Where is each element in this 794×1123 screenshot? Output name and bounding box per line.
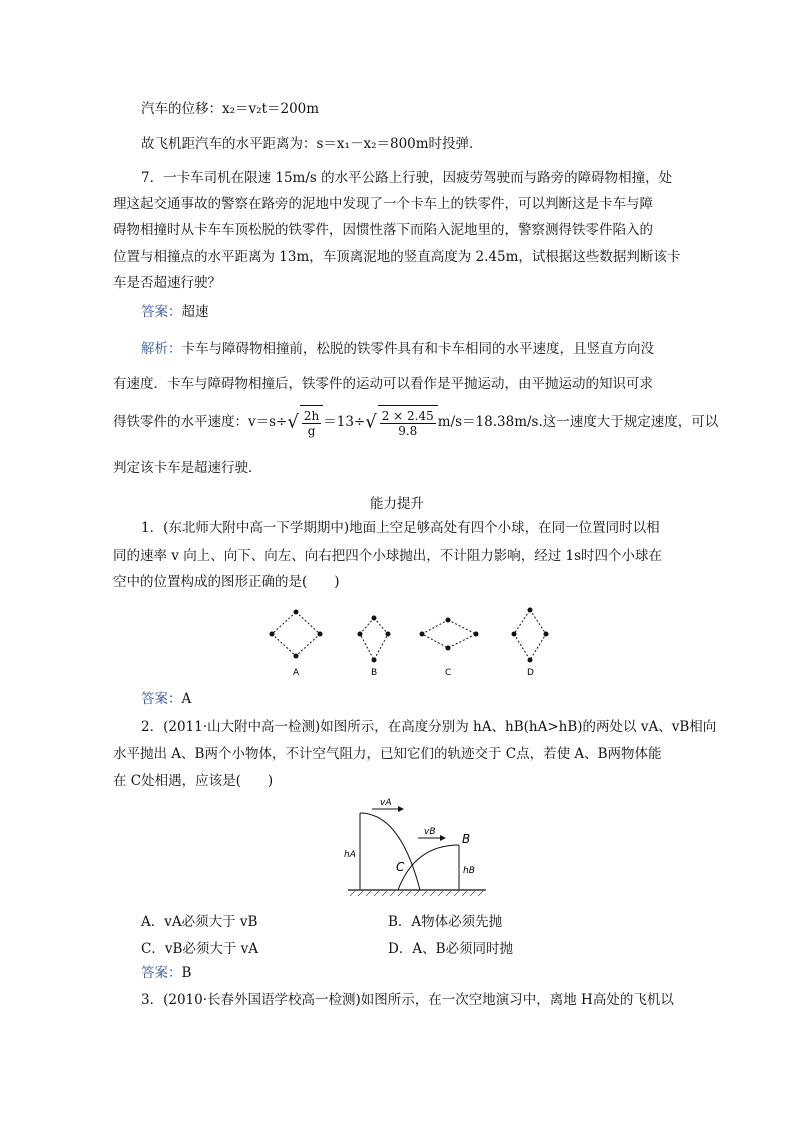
question-7-analysis-line-3: 得铁零件的水平速度：v＝s÷√ $\frac{2h}{g}$ ＝13÷√ $\frac{2 \times 2.45}{9.8}$ m/s＝18.38m/s.这一速度大于规定速度，可以: [113, 405, 718, 440]
formula-suffix: m/s＝18.38m/s.这一速度大于规定速度，可以: [437, 414, 719, 430]
option-d: D．A、B必须同时抛: [388, 941, 513, 957]
problem-2-line-3: 在 C处相遇，应该是( ): [113, 773, 274, 789]
answer-label: 答案：: [141, 691, 182, 707]
problem-2-answer: [141, 964, 191, 982]
fraction-1-denominator: g: [307, 424, 316, 438]
fraction-1-numerator: 2h: [303, 409, 320, 423]
problem-1-line-3: 空中的位置构成的图形正确的是( ): [113, 574, 340, 590]
answer-value: B: [181, 965, 192, 981]
four-balls-figure: [0, 600, 794, 680]
fraction-2-numerator: 2 × 2.45: [381, 409, 434, 423]
answer-value: A: [181, 691, 192, 707]
label-ha: hA: [344, 850, 356, 860]
answer-label: 答案：: [141, 304, 182, 320]
figure-label-c: C: [445, 668, 452, 678]
figure-option-b: [360, 618, 388, 660]
label-va: vA: [380, 798, 392, 808]
projectile-diagram: [0, 795, 794, 900]
question-7-line-3: 碍物相撞时从卡车车顶松脱的铁零件，因惯性落下而陷入泥地里的，警察测得铁零件陷入的: [113, 222, 653, 238]
prev-solution-line-1: 汽车的位移：x₂＝v₂t＝200m: [141, 101, 320, 117]
problem-1-line-2: 同的速率 v 向上、向下、向左、向右把四个小球抛出，不计阻力影响，经过 1s时四个小球在: [113, 548, 663, 564]
analysis-text: 卡车与障碍物相撞前，松脱的铁零件具有和卡车相同的水平速度，且竖直方向没: [181, 341, 654, 357]
formula-prefix: 得铁零件的水平速度：v＝s÷: [113, 414, 288, 430]
answer-value: 超速: [181, 304, 209, 320]
question-7-analysis-line-2: 有速度．卡车与障碍物相撞后，铁零件的运动可以看作是平抛运动，由平抛运动的知识可求: [113, 376, 653, 392]
figure-label-a: A: [293, 668, 300, 678]
option-a: A．vA必须大于 vB: [141, 914, 258, 930]
option-b: B．A物体必须先抛: [388, 914, 503, 930]
figure-label-b: B: [371, 668, 378, 678]
question-7-line-2: 理这起交通事故的警察在路旁的泥地中发现了一个卡车上的铁零件，可以判断这是卡车与障: [113, 196, 653, 212]
question-7-answer: [141, 303, 209, 321]
question-7-line-5: 车是否超速行驶？: [113, 275, 221, 291]
prev-solution-line-2: 故飞机距汽车的水平距离为：s＝x₁－x₂＝800m时投弹．: [141, 136, 483, 152]
figure-option-c: [422, 620, 476, 648]
problem-1-line-1: 1．(东北师大附中高一下学期期中)地面上空足够高处有四个小球，在同一位置同时以相: [141, 520, 660, 536]
figure-label-d: D: [527, 668, 534, 678]
label-c: C: [396, 860, 405, 874]
label-hb: hB: [463, 866, 475, 876]
answer-label: 答案：: [141, 965, 182, 981]
trajectory-a: [360, 813, 420, 890]
problem-3-line-1: 3．(2010·长春外国语学校高一检测)如图所示，在一次空地演习中，离地 H高处的飞机以: [141, 992, 674, 1008]
label-b: B: [462, 832, 471, 846]
question-7-analysis-line-1: [141, 340, 654, 358]
figure-option-a: [272, 612, 320, 656]
formula-middle: ＝13÷: [323, 414, 366, 430]
question-7-line-4: 位置与相撞点的水平距离为 13m，车顶离泥地的竖直高度为 2.45m，试根据这些数据判断该卡: [113, 249, 681, 265]
option-c: C．vB必须大于 vA: [141, 941, 259, 957]
section-title: 能力提升: [370, 496, 424, 512]
analysis-label: 解析：: [141, 341, 182, 357]
figure-option-d: [514, 610, 546, 660]
question-7-analysis-line-4: 判定该卡车是超速行驶．: [113, 460, 262, 476]
problem-2-line-2: 水平抛出 A、B两个小物体，不计空气阻力，已知它们的轨迹交于 C点，若使 A、B两物体能: [113, 746, 662, 762]
fraction-2-denominator: 9.8: [398, 424, 418, 438]
label-vb: vB: [424, 827, 436, 837]
question-7-line-1: 7．一卡车司机在限速 15m/s 的水平公路上行驶，因疲劳驾驶而与路旁的障碍物相撞，处: [141, 170, 673, 186]
problem-2-line-1: 2．(2011·山大附中高一检测)如图所示，在高度分别为 hA、hB(hA>hB)的两处以 vA、vB相向: [141, 719, 717, 735]
problem-1-answer: [141, 690, 191, 708]
